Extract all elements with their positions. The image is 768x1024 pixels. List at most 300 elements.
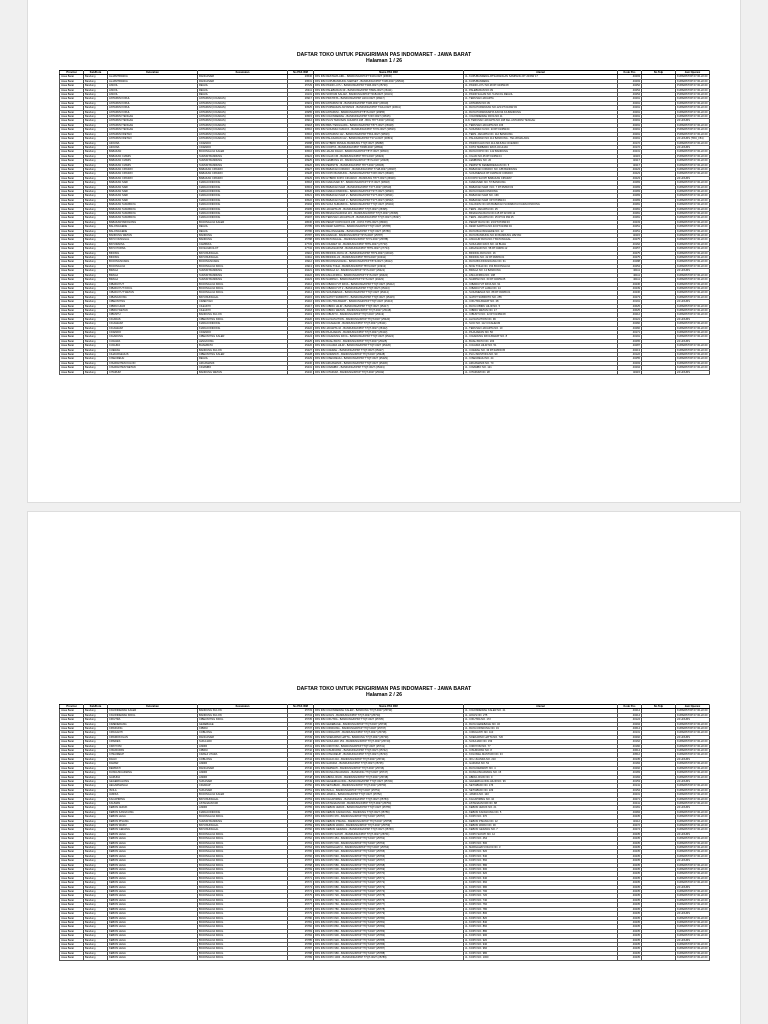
table-cell: Jawa Barat — [60, 216, 84, 220]
table-cell: 25748 — [288, 775, 314, 779]
table-cell: 25735 — [288, 718, 314, 722]
table-cell: 25428 — [288, 353, 314, 357]
table-cell: JL. KOPO NO. 700 — [464, 890, 618, 894]
table-cell: JL. BABAKAN SARI I RT.07/RW.04 — [464, 198, 618, 202]
table-cell: 28694 — [288, 145, 314, 149]
table-cell: 40265 — [618, 339, 642, 343]
table-cell: Jawa Barat — [60, 141, 84, 145]
column-header: Kecamatan — [198, 705, 288, 709]
table-cell: ANTAPANI KIDUL — [108, 97, 198, 101]
table-cell: 29423 — [288, 278, 314, 282]
table-cell: CIHAURGEULIS — [108, 353, 198, 357]
table-cell: Jawa Barat — [60, 335, 84, 339]
table-cell: ANDIR — [198, 806, 288, 810]
table-cell: BATUNUNGGAL — [198, 797, 288, 801]
table-cell: Bandung — [84, 330, 108, 334]
table-cell: Bandung — [84, 722, 108, 726]
table-cell: 40214 — [618, 709, 642, 713]
table-cell: PAS IDM AH NASUTION - BANDUNG/KPKP T7QT-0027 (25420) — [314, 317, 464, 321]
table-cell: CICAHEUM — [108, 326, 198, 330]
table-cell: RANCASARI — [198, 735, 288, 739]
table-cell: JL. TERUSAN JAKARTA NO.106 — [464, 123, 618, 127]
table-cell: Jawa Barat — [60, 273, 84, 277]
table-cell: 40223 — [618, 172, 642, 176]
table-cell: 24 HOURS — [676, 339, 710, 343]
table-cell: KUPERSTOP 07.00-22.00 — [676, 801, 710, 805]
table-cell: 40182 — [618, 744, 642, 748]
table-cell: 40291 — [618, 119, 642, 123]
table-cell: PAS IDM KEBON WARU - BANDUNG/KPKP T7QT-0027 (25759) — [314, 823, 464, 827]
table-cell: PAS IDM DUNGUSCARIANG - BANDUNG T7QT-0027 (25747) — [314, 771, 464, 775]
table-cell: JL. ARCAMANIK NO. 70 — [464, 361, 618, 365]
table-cell: CICENDO — [198, 145, 288, 149]
table-cell: Bandung — [84, 260, 108, 264]
table-cell: KEBON LEGA — [108, 846, 198, 850]
table-cell: 26928 — [288, 172, 314, 176]
table-cell: 25779 — [288, 912, 314, 916]
table-cell: 40275 — [618, 238, 642, 242]
table-cell: Bandung — [84, 925, 108, 929]
table-cell: PAS IDM KOPO 780 - BANDUNG/KPKP T7QT-0027 (25778) — [314, 907, 464, 911]
table-cell: JL. KOPO NO. 660 — [464, 881, 618, 885]
table-cell: PAS IDM JALAN DAGO - BANDUNG/KPKP T8YT-0027 (30516) — [314, 150, 464, 154]
table-cell: PAS IDM ISOLA - BANDUNG/KPKP T7QT-0027 (25751) — [314, 788, 464, 792]
table-cell: Bandung — [84, 916, 108, 920]
table-cell: Jawa Barat — [60, 771, 84, 775]
table-cell: Jawa Barat — [60, 881, 84, 885]
table-cell: Bandung — [84, 837, 108, 841]
table-body — [60, 75, 710, 375]
table-cell: JL. PASIR LUYU NO.28 RT.04/RW.08 — [464, 84, 618, 88]
table-cell: PAS IDM SUKAMULYA/RAYA - BANDUNG/KPKP T3YN-0027 (30516) — [314, 128, 464, 132]
table-cell: 25760 — [288, 828, 314, 832]
table-cell: CICENDO — [108, 330, 198, 334]
table-cell: Jawa Barat — [60, 278, 84, 282]
table-cell: JL. IR H JUANDA NO. 210 — [464, 757, 618, 761]
table-cell: 25783 — [288, 929, 314, 933]
table-cell: KUPERSTOP 07.00-22.00 — [676, 934, 710, 938]
table-cell: Jawa Barat — [60, 890, 84, 894]
table-cell: CIBIRU HILIR — [108, 304, 198, 308]
table-cell: PAS IDM DAGO 210 - BANDUNG/KPKP T7QT-0027 (25744) — [314, 757, 464, 761]
column-header: Kab/Kota — [84, 705, 108, 709]
table-cell: Jawa Barat — [60, 339, 84, 343]
table-cell: Bandung — [84, 189, 108, 193]
table-cell: 40184 — [618, 775, 642, 779]
table-cell: Bandung — [84, 203, 108, 207]
table-cell: 40281 — [618, 212, 642, 216]
table-cell: 25787 — [288, 947, 314, 951]
table-cell: 40283 — [618, 181, 642, 185]
table-cell: 26926 — [288, 163, 314, 167]
table-cell: Jawa Barat — [60, 823, 84, 827]
table-cell: JL. KOPO NO. 500 — [464, 841, 618, 845]
table-cell: ANTAPANI WETAN — [108, 132, 198, 136]
table-cell: PAS IDM GATOT SUBROTO - BANDUNG/KPKP T7QT-0027 (25415) — [314, 295, 464, 299]
column-header: Provinsi — [60, 71, 84, 75]
table-cell: JL. KOPO NO. 940 — [464, 942, 618, 946]
table-cell: 25421 — [288, 322, 314, 326]
table-cell: Jawa Barat — [60, 75, 84, 79]
table-cell: Bandung — [84, 247, 108, 251]
table-cell: BOJONGLOA KIDUL — [198, 832, 288, 836]
table-cell: BOJONGLOA KIDUL — [198, 264, 288, 268]
table-cell: Jawa Barat — [60, 159, 84, 163]
table-cell: BOJONGLOA KIDUL — [198, 925, 288, 929]
table-cell: JL. PALEBURAN NO.39 — [464, 88, 618, 92]
table-cell: Jawa Barat — [60, 234, 84, 238]
table-cell: JL. KEBON PISANG NO. 12 — [464, 819, 618, 823]
table-cell: BOJONGLOA KIDUL — [198, 282, 288, 286]
table-cell: JL. KOPO NO. 520 — [464, 850, 618, 854]
table-cell: BOJONGLOA KIDUL — [198, 890, 288, 894]
table-cell: CITEUREUP — [108, 753, 198, 757]
table-cell: JL. CILAKI NO.45 RT.01/RW.04 — [464, 154, 618, 158]
table-cell: JL. CIBADUYUT RAYA NO. 91 — [464, 282, 618, 286]
table-cell: 40235 — [618, 863, 642, 867]
table-cell: PAS IDM ARGASARI 58 - BANDUNG/KPKP T8TN-0027 (27734) — [314, 247, 464, 251]
table-cell: Jawa Barat — [60, 264, 84, 268]
table-cell: BOJONGLOA KIDUL — [198, 837, 288, 841]
table-cell: Jawa Barat — [60, 872, 84, 876]
table-cell: KUPERSTOP 07.00-22.00 — [676, 150, 710, 154]
table-cell: 25688 — [288, 141, 314, 145]
table-cell: 40625 — [618, 304, 642, 308]
table-cell: 26918 — [288, 123, 314, 127]
table-cell: JLN. TERUSAN JAKARTA NO.108 KEL ANTAPANI TENGAH — [464, 119, 618, 123]
table-cell: 40162 — [618, 740, 642, 744]
table-cell: 40273 — [618, 295, 642, 299]
table-cell: Jawa Barat — [60, 251, 84, 255]
table-cell: 40235 — [618, 837, 642, 841]
table-cell: JL. KOPO NO. 860 — [464, 925, 618, 929]
table-cell: JL. SUKAMENAK NO. 88 RT.03/RW.01 — [464, 291, 618, 295]
table-cell: PAS IDM CIBIRU HILIR - BANDUNG/KPKP T7QT-0027 (25417) — [314, 304, 464, 308]
table-cell: 40191 — [618, 300, 642, 304]
store-table — [59, 70, 710, 375]
table-cell: Bandung — [84, 353, 108, 357]
page-subtitle: Halaman 1 / 26 — [365, 58, 403, 64]
table-cell: KUPERSTOP 07.00-22.00 — [676, 788, 710, 792]
table-cell: PAS IDM CIGONDEWAH - BANDUNG/KPKP T2DY-0027 (30515) — [314, 115, 464, 119]
table-cell: Jawa Barat — [60, 740, 84, 744]
table-cell: Jawa Barat — [60, 907, 84, 911]
table-cell: JL. RAYA KOPO NO. 142 BANDUNG — [464, 150, 618, 154]
table-cell: JL. BABAKAN CIPARAY NO. 188 BANDUNG — [464, 167, 618, 171]
table-cell: DAGO — [108, 757, 198, 761]
table-cell: BABAKAN CIAMIS — [108, 154, 198, 158]
table-cell: BINONG — [108, 256, 198, 260]
table-cell: Bandung — [84, 863, 108, 867]
table-cell: KUPERSTOP 07.00-22.00 — [676, 203, 710, 207]
table-cell: 40272 — [618, 823, 642, 827]
table-cell: 25768 — [288, 863, 314, 867]
table-cell: Jawa Barat — [60, 903, 84, 907]
table-cell: 25746 — [288, 766, 314, 770]
table-cell: 25422 — [288, 326, 314, 330]
table-cell: Jawa Barat — [60, 859, 84, 863]
table-cell: BOJONGSOANG — [108, 260, 198, 264]
table-cell: Jawa Barat — [60, 167, 84, 171]
table-cell: Jawa Barat — [60, 854, 84, 858]
table-cell: KUPERSTOP 07.00-22.00 — [676, 797, 710, 801]
table-cell: Bandung — [84, 176, 108, 180]
table-cell: JL. KOPO NO. 800 — [464, 912, 618, 916]
table-cell: PAS IDM BABAKAN SARI 3 - BANDUNG/KPKP T3YT-0027 (30522) — [314, 198, 464, 202]
table-cell: 25763 — [288, 841, 314, 845]
table-cell: Jawa Barat — [60, 185, 84, 189]
table-cell: CITARUM — [108, 370, 198, 374]
table-cell: 40293 — [618, 75, 642, 79]
table-cell: Jawa Barat — [60, 79, 84, 83]
table-cell: PAS IDM CIKUTRA BARAT - BANDUNG/KPKP T7QT-0027 (25416) — [314, 300, 464, 304]
table-cell: Jawa Barat — [60, 353, 84, 357]
table-cell: PUPERSTOP 07.00-22.00 — [676, 93, 710, 97]
table-cell: JL. TERS. JAKARTA NO. 25 — [464, 207, 618, 211]
table-cell: BOJONGLOA KIDUL — [198, 907, 288, 911]
table-cell: 25777 — [288, 903, 314, 907]
table-cell: BATU PURNA — [108, 247, 198, 251]
table-cell: 25396 — [288, 212, 314, 216]
table-cell: 24 HOURS — [676, 806, 710, 810]
table-cell: KUPERSTOP 07.00-22.00 — [676, 916, 710, 920]
table-cell: 26912 — [288, 119, 314, 123]
table-cell: JLN KOPO SAYATI BABAKAN CIPARAY — [464, 176, 618, 180]
table-cell: Jawa Barat — [60, 925, 84, 929]
table-cell: Jawa Barat — [60, 850, 84, 854]
table-cell: 25788 — [288, 238, 314, 242]
table-cell: PAS IDM KOPO 920 - BANDUNG/KPKP T7QT-0027 (25785) — [314, 938, 464, 942]
table-cell: Bandung — [84, 832, 108, 836]
table-cell: KUPERSTOP 07.00-22.00 — [676, 740, 710, 744]
table-cell: SUMUR BANDUNG — [198, 819, 288, 823]
table-cell: 24 HOURS — [676, 176, 710, 180]
table-cell: Jawa Barat — [60, 110, 84, 114]
table-cell: 24 HOURS (TRU_F81) — [676, 137, 710, 141]
table-cell: KEBON LEGA — [108, 859, 198, 863]
table-cell: JL. CIJAURA HILIR NO. 51 — [464, 344, 618, 348]
table-cell: Bandung — [84, 370, 108, 374]
table-cell: Jawa Barat — [60, 97, 84, 101]
table-cell: JL. KEBON WARU NO. 30 — [464, 823, 618, 827]
table-cell: KIARACONDONG — [198, 326, 288, 330]
table-cell: JL. CISEUREUH NO. 44 — [464, 357, 618, 361]
table-cell: KEBON LEGA — [108, 938, 198, 942]
table-cell: PAS IDM CICAHEUM - BANDUNG/KPKP T7QT-0027 (25421) — [314, 322, 464, 326]
table-cell: 40223 — [618, 167, 642, 171]
table-cell: JL. KEBON JERUK NO. 21 — [464, 806, 618, 810]
table-cell: 26929 — [288, 176, 314, 180]
table-cell: KIARACONDONG — [198, 181, 288, 185]
table-cell: 40235 — [618, 920, 642, 924]
column-header: Nama PAS IDM — [314, 71, 464, 75]
table-cell: KEBON LEGA — [108, 837, 198, 841]
table-cell: CIJERAH — [108, 348, 198, 352]
table-cell: Jawa Barat — [60, 128, 84, 132]
table-cell: Bandung — [84, 735, 108, 739]
table-cell: PAS IDM KOPO 370 - BANDUNG/KPKP T7QT-0027 (25757) — [314, 815, 464, 819]
table-cell: JL. KEBON KANGKUNG NO. 5 — [464, 810, 618, 814]
table-cell: 30519 — [288, 137, 314, 141]
table-cell: KUPERSTOP 07.00-22.00 — [676, 247, 710, 251]
table-cell: Bandung — [84, 859, 108, 863]
table-cell: 40184 — [618, 762, 642, 766]
table-cell: KEBON GEDANG — [108, 828, 198, 832]
table-cell: 25744 — [288, 757, 314, 761]
table-cell: Bandung — [84, 753, 108, 757]
table-cell: Bandung — [84, 238, 108, 242]
table-cell: KUPERSTOP 07.00-22.00 — [676, 212, 710, 216]
table-cell: JL. RAYA KIARACONDONG — [464, 189, 618, 193]
table-cell: JL. KOTA TERBARU RAYA 34 HIJAU — [464, 145, 618, 149]
table-cell: PUPERSTOP 07.00-22.00 — [676, 84, 710, 88]
table-cell: JL. KOPO NO. 720 — [464, 894, 618, 898]
table-cell: PAS IDM PASIR LUYU - BANDUNG/KPKP T31B-0027 (25729) — [314, 84, 464, 88]
table-cell: CIJAURA — [108, 344, 198, 348]
table-cell: JL. CISURUPAN NO. 8 — [464, 749, 618, 753]
table-cell: JL. RAYA CIPADUNG NO. 19 — [464, 727, 618, 731]
table-cell: KUPERSTOP 07.00-22.00 — [676, 850, 710, 854]
table-cell: CIMENYAN — [198, 300, 288, 304]
table-cell: Bandung — [84, 929, 108, 933]
table-cell: KUPERSTOP 07.00-22.00 — [676, 330, 710, 334]
table-cell: 40239 — [618, 286, 642, 290]
table-cell: PAS IDM JAKARTA 10 - BANDUNG/KPKP T7QT-0027 (25422) — [314, 326, 464, 330]
table-cell: Jawa Barat — [60, 286, 84, 290]
table-cell: KUPERSTOP 07.00-22.00 — [676, 947, 710, 951]
table-cell: 25765 — [288, 850, 314, 854]
table-cell: CISARANTEN WETAN — [108, 366, 198, 370]
table-cell: JL. CIKUTRA NO. 172 — [464, 718, 618, 722]
table-cell: BABAKAN SURABAYA — [108, 216, 198, 220]
table-cell: KUPERSTOP 07.00-22.00 — [676, 313, 710, 317]
table-cell: KEBON LEGA — [108, 815, 198, 819]
table-cell: JL. CITARUM NO. 28 — [464, 370, 618, 374]
table-cell: PAS IDM PERINTIS - BANDUNG/KPKP T8YT-0027 (26926) — [314, 163, 464, 167]
table-cell: 40292 — [618, 766, 642, 770]
table-cell: 40283 — [618, 185, 642, 189]
table-cell: 40271 — [618, 797, 642, 801]
table-cell: JL. RAYA BANDUNG NO.30 BANDUNG WETAN — [464, 234, 618, 238]
table-cell: Jawa Barat — [60, 269, 84, 273]
table-cell: 24 HOURS — [676, 938, 710, 942]
table-cell: KIARACONDONG — [198, 322, 288, 326]
table-cell: CIGONDEWAH KALER — [108, 709, 198, 713]
table-cell: Jawa Barat — [60, 929, 84, 933]
table-cell: Bandung — [84, 823, 108, 827]
table-cell: 40235 — [618, 907, 642, 911]
table-cell: PAS IDM KOPO 454 - BANDUNG/KPKP T7QT-0027 (25762) — [314, 837, 464, 841]
table-cell: Bandung — [84, 898, 108, 902]
table-cell: 40231 — [618, 150, 642, 154]
table-cell: KEBON LEGA — [108, 920, 198, 924]
table-cell: Bandung — [84, 234, 108, 238]
table-cell: KUPERSTOP 07.00-22.00 — [676, 322, 710, 326]
table-cell: ANTAPANI TENGAH — [108, 128, 198, 132]
table-cell: 30516 — [288, 128, 314, 132]
table-cell: PAS IDM BINONG RAYA 16 - BANDUNG/KPKP T8Y9-0027 (16910) — [314, 251, 464, 255]
table-cell: JL. MOH TOHA NO. 154 BOJONGLOA — [464, 264, 618, 268]
table-cell: KUPERSTOP 07.00-22.00 — [676, 942, 710, 946]
table-cell: PAS IDM BOJONGSOANG - BANDUNG/KPKP T8Y9-0027 (16912) — [314, 260, 464, 264]
table-cell: Bandung — [84, 947, 108, 951]
table-cell: BABAKANTAROGONG — [108, 220, 198, 224]
table-cell: 26955 — [288, 110, 314, 114]
table-cell: JL. BRAGA NO. 12 BANDUNG — [464, 269, 618, 273]
table-cell: PAS IDM KOPO 860 - BANDUNG/KPKP T7QT-0027 (25782) — [314, 925, 464, 929]
table-cell: Jawa Barat — [60, 942, 84, 946]
table-cell: 25429 — [288, 357, 314, 361]
table-cell: 25432 — [288, 370, 314, 374]
table-cell: 24 HOURS — [676, 859, 710, 863]
table-cell: 24 HOURS — [676, 317, 710, 321]
table-cell: Bandung — [84, 115, 108, 119]
table-cell: CIKUTRA — [108, 718, 198, 722]
table-cell: ANTAPANI KIDUL — [108, 110, 198, 114]
table-cell: 25770 — [288, 872, 314, 876]
table-cell: BANDUNG KULON — [198, 313, 288, 317]
table-cell: KUPERSTOP 07.00-22.00 — [676, 172, 710, 176]
table-cell: Bandung — [84, 88, 108, 92]
table-cell: 40252 — [618, 84, 642, 88]
table-cell: 25759 — [288, 823, 314, 827]
table-cell: JL. KOPO NO. 370 — [464, 815, 618, 819]
table-cell: JL. PASIR SALAM NO. 5 ANCOL REGOL — [464, 93, 618, 97]
table-cell: KEBON LEGA — [108, 929, 198, 933]
table-cell: Jawa Barat — [60, 731, 84, 735]
table-cell: BINONG — [108, 251, 198, 255]
table-cell: 40135 — [618, 757, 642, 761]
table-cell: PAS IDM KOPO 640 - BANDUNG/KPKP T7QT-0027 (25771) — [314, 876, 464, 880]
table-cell: KEBON LEGA — [108, 898, 198, 902]
table-cell: BOJONGLOA KIDUL — [198, 951, 288, 955]
table-cell: Jawa Barat — [60, 837, 84, 841]
table-cell: KEBON LEGA — [108, 956, 198, 960]
table-cell: PAS IDM CITARUM - BANDUNG/KPKP T7QT-0027 (25432) — [314, 370, 464, 374]
table-cell: 40288 — [618, 260, 642, 264]
table-cell: Jawa Barat — [60, 846, 84, 850]
table-cell: 40257 — [618, 247, 642, 251]
table-cell: Bandung — [84, 251, 108, 255]
table-cell: KUPERSTOP 07.00-22.00 — [676, 903, 710, 907]
table-cell: JL. SUKAJADI RAYA NO. 44 BUAH — [464, 242, 618, 246]
table-cell: Bandung — [84, 366, 108, 370]
table-cell: Jawa Barat — [60, 828, 84, 832]
table-cell: 40183 — [618, 771, 642, 775]
table-cell: 40625 — [618, 308, 642, 312]
table-cell: 25737 — [288, 727, 314, 731]
table-cell: PAS IDM PAJAJARAN - BANDUNG/KPKP T7QT-0027 (25423) — [314, 330, 464, 334]
column-header: No Telp — [642, 705, 676, 709]
table-cell: Bandung — [84, 256, 108, 260]
table-cell: Jawa Barat — [60, 956, 84, 960]
table-cell: ASTANAANYAR — [198, 801, 288, 805]
table-cell: DERWATI — [108, 766, 198, 770]
table-cell: 29531 — [288, 79, 314, 83]
table-cell: ANDIR — [198, 775, 288, 779]
table-cell: PAS IDM KOPO 680 - BANDUNG/KPKP T7QT-0027 (25773) — [314, 885, 464, 889]
table-cell: PAS IDM LEMBONG 20 - BANDUNG/KPKP T8YS-0027 (26925) — [314, 159, 464, 163]
table-cell: KIARACONDONG — [198, 189, 288, 193]
table-cell: Bandung — [84, 154, 108, 158]
table-cell: DAYEUHKOLOT — [198, 247, 288, 251]
table-cell: JL. ARGASARI NO. 58 RT.04/RW.12 — [464, 247, 618, 251]
table-cell: KUPERSTOP 07.00-22.00 — [676, 207, 710, 211]
table-cell: 25788 — [288, 951, 314, 955]
table-cell: BABAKAN CIPARAY — [108, 172, 198, 176]
table-cell: KEBON LEGA — [108, 890, 198, 894]
table-cell: JL. SUKAMULYA NO. 23 RT.01/RW.04 — [464, 128, 618, 132]
